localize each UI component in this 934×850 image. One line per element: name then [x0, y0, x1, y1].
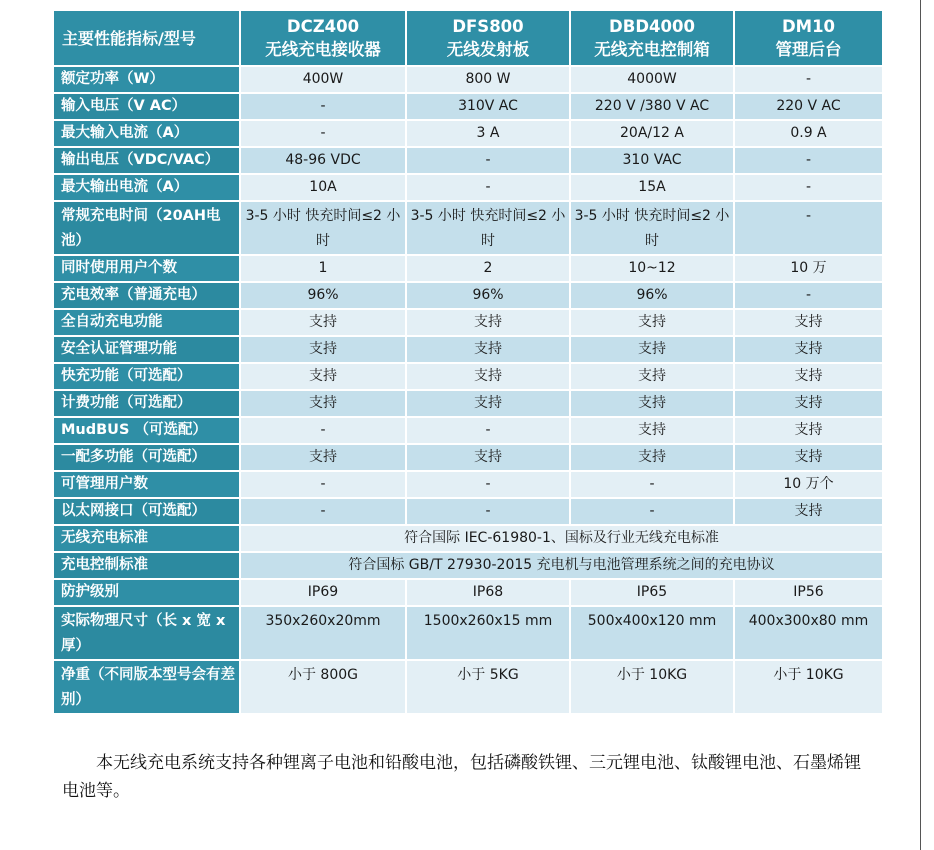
- row-label: 一配多功能（可选配）: [54, 445, 239, 470]
- table-row: [54, 553, 882, 578]
- table-header-row: [54, 11, 882, 65]
- table-cell: 支持: [571, 391, 733, 416]
- table-row: [54, 283, 882, 308]
- row-label: 防护级别: [54, 580, 239, 605]
- merged-cell: 符合国际 IEC-61980-1、国标及行业无线充电标准: [241, 526, 882, 551]
- table-row: [54, 580, 882, 605]
- table-cell: IP56: [735, 580, 882, 605]
- table-cell: 支持: [735, 391, 882, 416]
- row-label: 计费功能（可选配）: [54, 391, 239, 416]
- table-cell: -: [735, 148, 882, 173]
- table-cell: -: [241, 472, 405, 497]
- table-cell: 2: [407, 256, 569, 281]
- row-label: MudBUS （可选配）: [54, 418, 239, 443]
- table-cell: 支持: [241, 391, 405, 416]
- row-label: 额定功率（W）: [54, 67, 239, 92]
- table-cell: -: [407, 418, 569, 443]
- table-cell: 310 VAC: [571, 148, 733, 173]
- table-cell: 支持: [241, 445, 405, 470]
- table-cell: IP69: [241, 580, 405, 605]
- table-cell: 4000W: [571, 67, 733, 92]
- table-cell: 400x300x80 mm: [735, 607, 882, 659]
- table-cell: 220 V AC: [735, 94, 882, 119]
- table-cell: 支持: [571, 418, 733, 443]
- table-cell: 800 W: [407, 67, 569, 92]
- table-row: [54, 94, 882, 119]
- table-row: [54, 499, 882, 524]
- table-cell: 48-96 VDC: [241, 148, 405, 173]
- table-cell: 500x400x120 mm: [571, 607, 733, 659]
- row-label: 充电效率（普通充电）: [54, 283, 239, 308]
- table-row: [54, 256, 882, 281]
- table-cell: IP65: [571, 580, 733, 605]
- table-cell: 3-5 小时 快充时间≤2 小时: [407, 202, 569, 254]
- table-cell: -: [407, 175, 569, 200]
- header-dcz400: DCZ400 无线充电接收器: [241, 11, 405, 65]
- table-cell: 支持: [407, 310, 569, 335]
- table-row: [54, 526, 882, 551]
- table-row: [54, 202, 882, 254]
- table-cell: 小于 10KG: [735, 661, 882, 713]
- table-cell: 支持: [241, 337, 405, 362]
- row-label: 净重（不同版本型号会有差别）: [54, 661, 239, 713]
- spec-table: [52, 9, 884, 715]
- table-cell: 支持: [735, 499, 882, 524]
- table-cell: 支持: [571, 364, 733, 389]
- table-cell: 支持: [571, 337, 733, 362]
- table-cell: -: [407, 499, 569, 524]
- table-cell: 支持: [407, 391, 569, 416]
- table-cell: 小于 800G: [241, 661, 405, 713]
- header-dbd4000: DBD4000 无线充电控制箱: [571, 11, 733, 65]
- table-row: [54, 148, 882, 173]
- table-row: [54, 67, 882, 92]
- table-row: [54, 472, 882, 497]
- table-cell: -: [735, 67, 882, 92]
- table-row: [54, 121, 882, 146]
- row-label: 同时使用用户个数: [54, 256, 239, 281]
- table-cell: 96%: [571, 283, 733, 308]
- table-cell: 10 万: [735, 256, 882, 281]
- table-cell: 10A: [241, 175, 405, 200]
- table-cell: 96%: [241, 283, 405, 308]
- header-spec: 主要性能指标/型号: [54, 11, 239, 65]
- table-cell: 支持: [241, 364, 405, 389]
- row-label: 实际物理尺寸（长 x 宽 x 厚）: [54, 607, 239, 659]
- spec-table-body: [54, 67, 882, 713]
- table-cell: 支持: [735, 310, 882, 335]
- table-cell: IP68: [407, 580, 569, 605]
- table-cell: 10~12: [571, 256, 733, 281]
- table-cell: -: [241, 418, 405, 443]
- table-cell: 10 万个: [735, 472, 882, 497]
- table-cell: -: [571, 472, 733, 497]
- table-row: [54, 391, 882, 416]
- table-cell: -: [241, 499, 405, 524]
- footer-paragraph: 本无线充电系统支持各种锂离子电池和铅酸电池，包括磷酸铁锂、三元锂电池、钛酸锂电池、石墨烯锂电池等。: [62, 753, 861, 801]
- table-row: [54, 418, 882, 443]
- table-cell: -: [241, 121, 405, 146]
- table-cell: -: [735, 175, 882, 200]
- row-label: 充电控制标准: [54, 553, 239, 578]
- table-cell: 3 A: [407, 121, 569, 146]
- row-label: 全自动充电功能: [54, 310, 239, 335]
- row-label: 输入电压（V AC）: [54, 94, 239, 119]
- table-cell: -: [735, 283, 882, 308]
- page-edge-rule: [920, 0, 921, 850]
- table-cell: 400W: [241, 67, 405, 92]
- row-label: 快充功能（可选配）: [54, 364, 239, 389]
- table-cell: 1500x260x15 mm: [407, 607, 569, 659]
- table-cell: 3-5 小时 快充时间≤2 小时: [241, 202, 405, 254]
- merged-cell: 符合国标 GB/T 27930-2015 充电机与电池管理系统之间的充电协议: [241, 553, 882, 578]
- row-label: 最大输入电流（A）: [54, 121, 239, 146]
- row-label: 输出电压（VDC/VAC）: [54, 148, 239, 173]
- table-cell: 支持: [735, 418, 882, 443]
- table-row: [54, 337, 882, 362]
- table-cell: 20A/12 A: [571, 121, 733, 146]
- table-row: [54, 310, 882, 335]
- table-cell: 支持: [735, 445, 882, 470]
- table-cell: -: [407, 148, 569, 173]
- table-cell: 支持: [735, 364, 882, 389]
- table-cell: 支持: [571, 445, 733, 470]
- row-label: 常规充电时间（20AH电池）: [54, 202, 239, 254]
- table-cell: 支持: [407, 445, 569, 470]
- row-label: 最大输出电流（A）: [54, 175, 239, 200]
- table-cell: 3-5 小时 快充时间≤2 小时: [571, 202, 733, 254]
- table-cell: -: [735, 202, 882, 254]
- table-cell: -: [571, 499, 733, 524]
- header-dfs800: DFS800 无线发射板: [407, 11, 569, 65]
- table-cell: -: [407, 472, 569, 497]
- row-label: 可管理用户数: [54, 472, 239, 497]
- table-cell: 15A: [571, 175, 733, 200]
- table-row: [54, 607, 882, 659]
- table-cell: 350x260x20mm: [241, 607, 405, 659]
- table-cell: 支持: [407, 337, 569, 362]
- table-cell: 支持: [241, 310, 405, 335]
- row-label: 安全认证管理功能: [54, 337, 239, 362]
- table-row: [54, 661, 882, 713]
- table-cell: 220 V /380 V AC: [571, 94, 733, 119]
- table-cell: -: [241, 94, 405, 119]
- row-label: 以太网接口（可选配）: [54, 499, 239, 524]
- table-cell: 支持: [407, 364, 569, 389]
- table-cell: 小于 5KG: [407, 661, 569, 713]
- table-row: [54, 445, 882, 470]
- table-cell: 310V AC: [407, 94, 569, 119]
- table-cell: 0.9 A: [735, 121, 882, 146]
- table-cell: 支持: [571, 310, 733, 335]
- row-label: 无线充电标准: [54, 526, 239, 551]
- table-row: [54, 364, 882, 389]
- table-cell: 1: [241, 256, 405, 281]
- header-dm10: DM10 管理后台: [735, 11, 882, 65]
- table-cell: 小于 10KG: [571, 661, 733, 713]
- table-cell: 96%: [407, 283, 569, 308]
- table-row: [54, 175, 882, 200]
- table-cell: 支持: [735, 337, 882, 362]
